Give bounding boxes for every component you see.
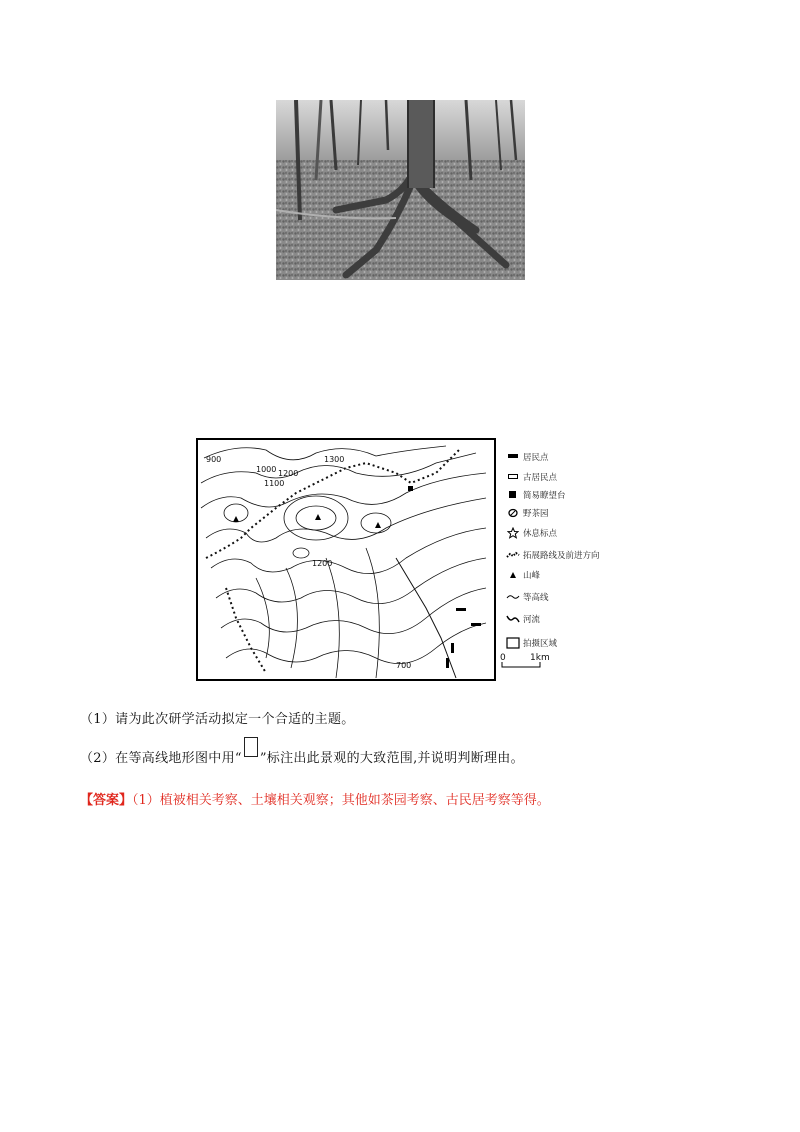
contour-label: 1300 xyxy=(324,455,345,464)
contour-icon xyxy=(506,593,520,601)
legend-label: 休息标点 xyxy=(523,529,558,539)
question-1: （1）请为此次研学活动拟定一个合适的主题。 xyxy=(80,712,355,727)
contour-label: 700 xyxy=(396,661,412,670)
legend-item-lookout xyxy=(506,488,566,502)
settlement-icon xyxy=(506,454,520,460)
legend-label: 等高线 xyxy=(523,593,549,603)
contour-label: 1100 xyxy=(264,479,285,488)
old-dwelling-icon xyxy=(506,474,520,480)
answer-tag: 【答案】 xyxy=(80,793,133,808)
legend-label: 古居民点 xyxy=(523,473,558,483)
contour-label: 900 xyxy=(206,455,222,464)
contour-label: 1200 xyxy=(278,469,299,478)
answer xyxy=(80,789,550,808)
contour-map xyxy=(196,438,496,681)
legend-item-box xyxy=(506,636,557,650)
legend-item-wild-tea xyxy=(506,506,549,520)
legend-label: 拍摄区域 xyxy=(523,639,558,649)
legend-label: 居民点 xyxy=(523,453,549,463)
contour-label: 1000 xyxy=(256,465,277,474)
scale-zero: 0 xyxy=(500,653,506,663)
peak-icon xyxy=(506,571,520,579)
question-2-prefix: （2）在等高线地形图中用“ xyxy=(80,751,242,766)
legend-label: 简易瞭望台 xyxy=(523,491,566,501)
box-icon xyxy=(506,637,520,649)
contour-label: 1200 xyxy=(312,559,333,568)
legend-item-old-dwelling xyxy=(506,470,557,484)
question-2-suffix: ”标注出此景观的大致范围,并说明判断理由。 xyxy=(259,751,524,766)
river-icon xyxy=(506,614,520,624)
lookout-icon xyxy=(506,491,520,499)
wild-tea-icon xyxy=(506,508,520,518)
forest-photo xyxy=(276,100,525,280)
star-icon xyxy=(506,527,520,539)
scale-unit: 1km xyxy=(530,653,550,663)
route-icon xyxy=(506,551,520,559)
answer-text: （1）植被相关考察、土壤相关观察；其他如茶园考察、古民居考察等得。 xyxy=(132,793,550,808)
legend-item-star xyxy=(506,526,557,540)
legend-label: 河流 xyxy=(523,615,541,625)
box-symbol-icon xyxy=(244,737,258,757)
legend-item-route xyxy=(506,548,600,562)
legend-label: 山峰 xyxy=(523,571,541,581)
legend-label: 拓展路线及前进方向 xyxy=(523,551,600,561)
legend-item-river xyxy=(506,612,540,626)
map-legend xyxy=(506,450,636,675)
legend-item-settlement xyxy=(506,450,549,464)
legend-item-peak xyxy=(506,568,540,582)
legend-item-contour xyxy=(506,590,549,604)
legend-label: 野茶园 xyxy=(523,509,549,519)
question-2 xyxy=(80,745,524,766)
